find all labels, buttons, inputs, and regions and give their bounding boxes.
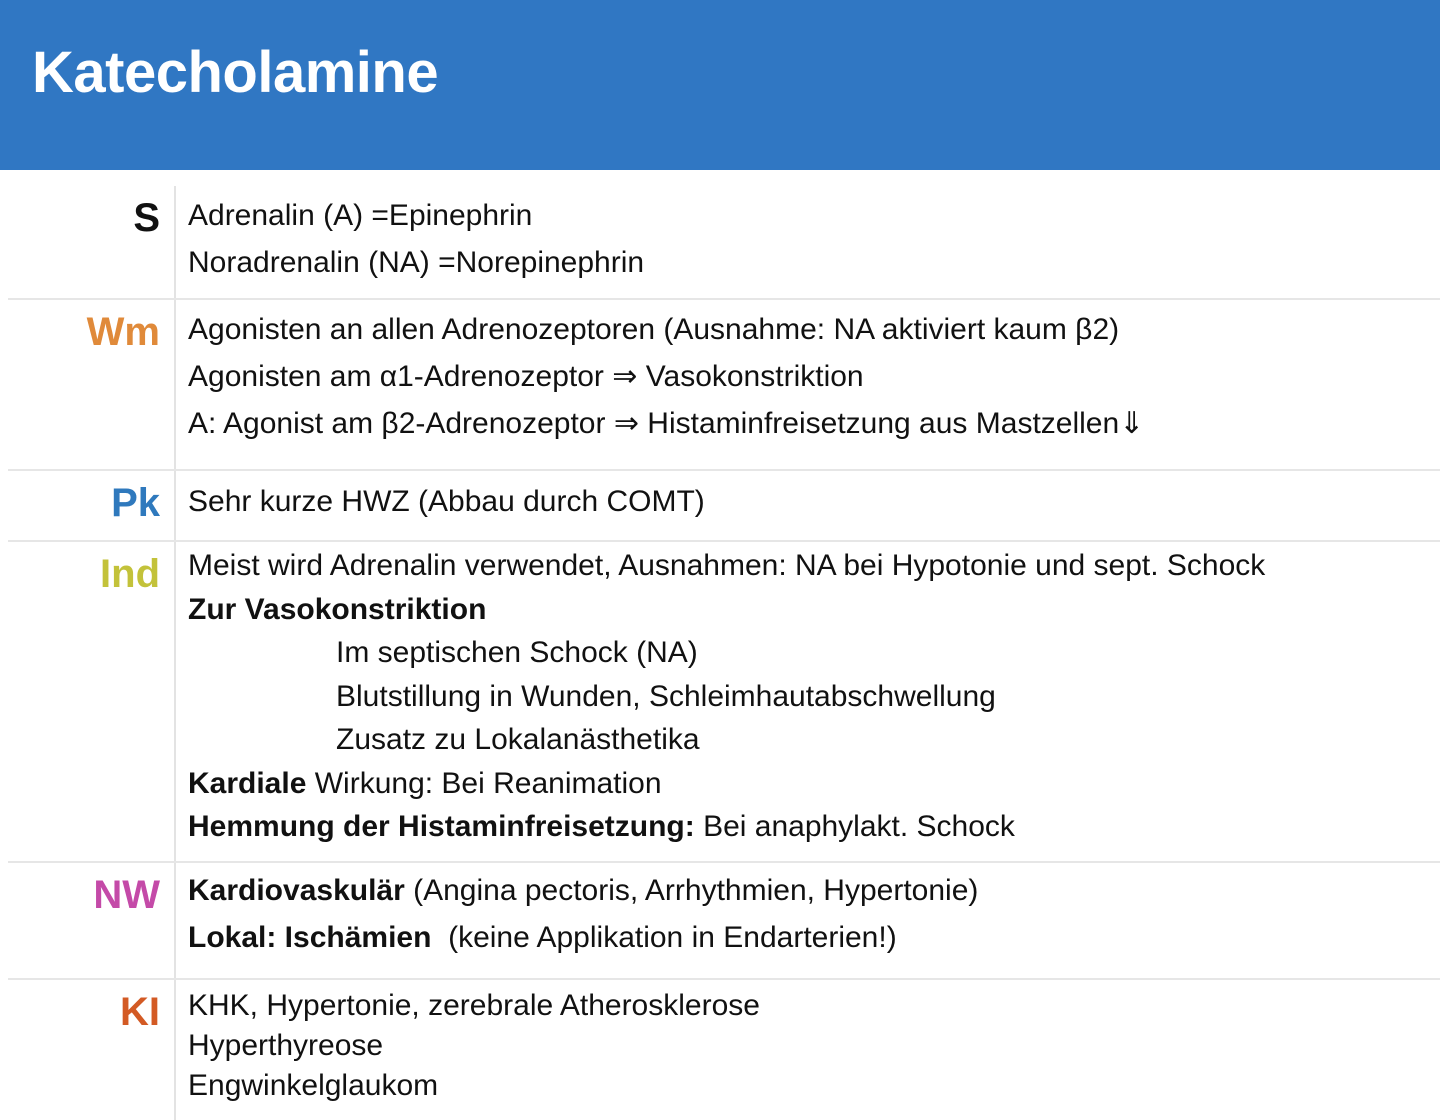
text-line: Meist wird Adrenalin verwendet, Ausnahmen: NA bei Hypotonie und sept. Schock <box>188 549 1266 582</box>
row-divider <box>8 861 1440 863</box>
kardial-bold: Kardiale <box>188 766 307 800</box>
hemmung-bold: Hemmung der Histaminfreisetzung: <box>188 810 695 843</box>
label-nw: NW <box>93 873 160 917</box>
kardial-text: Wirkung: Bei Reanimation <box>306 766 662 800</box>
content-nw <box>188 867 1436 961</box>
text-line: Agonisten an allen Adrenozeptoren (Ausnahme: NA aktiviert kaum β2) <box>188 313 1120 346</box>
text-line: Sehr kurze HWZ (Abbau durch COMT) <box>188 485 705 518</box>
text-line: A: Agonist am β2-Adrenozeptor ⇒ Histaminfreisetzung aus Mastzellen⇓ <box>188 407 1145 440</box>
text-line <box>188 805 1436 849</box>
text-line: Adrenalin (A) =Epinephrin <box>188 199 533 232</box>
text-line <box>188 914 1436 961</box>
slide-header <box>0 0 1440 170</box>
text-line <box>188 762 1436 806</box>
content-pk <box>188 478 1436 525</box>
nw-line1-bold: Kardiovaskulär <box>188 874 405 907</box>
row-divider <box>8 298 1440 300</box>
hemmung-text: Bei anaphylakt. Schock <box>694 810 1015 843</box>
label-ind: Ind <box>100 552 160 596</box>
text-line: Engwinkelglaukom <box>188 1069 439 1102</box>
nw-line2-bold: Lokal: Ischämien <box>188 921 432 954</box>
text-line-indented: Blutstillung in Wunden, Schleimhautabschwellung <box>336 679 996 713</box>
label-ki: KI <box>120 990 160 1034</box>
row-divider <box>8 469 1440 471</box>
text-line: KHK, Hypertonie, zerebrale Atherosklerose <box>188 989 760 1022</box>
row-divider <box>8 978 1440 980</box>
slide-title: Katecholamine <box>32 40 439 105</box>
row-divider <box>8 540 1440 542</box>
text-line-bold <box>188 588 1436 632</box>
nw-line1-text: (Angina pectoris, Arrhythmien, Hypertonie) <box>404 874 979 907</box>
nw-line2-text: (keine Applikation in Endarterien!) <box>431 921 897 954</box>
label-pk: Pk <box>111 481 160 525</box>
content-wm <box>188 306 1436 447</box>
label-wm: Wm <box>86 310 160 354</box>
content-ind <box>188 544 1436 849</box>
content-ki <box>188 986 1436 1106</box>
label-s: S <box>133 196 160 240</box>
text-line: Agonisten am α1-Adrenozeptor ⇒ Vasokonstriktion <box>188 360 864 393</box>
vaso-heading: Zur Vasokonstriktion <box>188 592 487 626</box>
text-line <box>188 867 1436 914</box>
text-line-indented: Im septischen Schock (NA) <box>336 636 698 669</box>
text-line-indented: Zusatz zu Lokalanästhetika <box>336 723 700 756</box>
content-s <box>188 192 1436 286</box>
text-line: Hyperthyreose <box>188 1029 384 1062</box>
text-line: Noradrenalin (NA) =Norepinephrin <box>188 246 645 279</box>
